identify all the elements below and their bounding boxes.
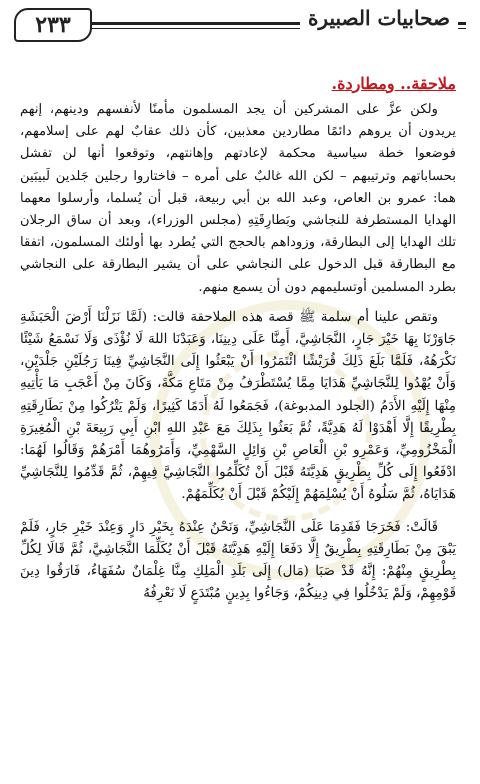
paragraph-narration-continued: قَالَتْ: فَخَرَجَا فَقَدِمَا عَلَى النَّجَاشِيِّ، وَنَحْنُ عِنْدَهُ بِخَيْرِ دَارٍ وَعِنْدَ خَيْرِ جَارٍ، فَلَمْ يَبْقَ مِنْ بَطَارِقَتِهِ بِطْرِيقٌ إِلَّا دَفَعَا إِلَيْهِ هَدِيَّتَهُ قَبْلَ أَنْ يُكَلِّمَا النَّجَاشِيَّ، ثُمَّ قَالَا لِكُلِّ بِطْرِيقٍ مِنْهُمْ: إِنَّهُ قَدْ صَبَا (مَال) إِلَى بَلَدِ الْمَلِكِ مِنَّا غِلْمَانٌ سُفَهَاءُ، فَارَقُوا دِينَ قَوْمِهِمْ، وَلَمْ يَدْخُلُوا فِي دِينِكُمْ، وَجَاءُوا بِدِينٍ مُبْتَدَعٍ لَا نَعْرِفُهُ: [20, 519, 456, 602]
page-number: ٢٣٣: [14, 8, 92, 42]
page-body: [20, 62, 456, 605]
book-title: صحابيات الصبيرة: [300, 6, 458, 30]
paragraph-intro: ولكن عزَّ على المشركين أن يجد المسلمون مأمنًا لأنفسهم ودينهم، إنهم يريدون أن يروهم دائمًا مطاردين معذبين، كأن ذلك عقابٌ لهم على إسلامهم، فوضعوا خطة سياسية محكمة لإعادتهم وإهانتهم، وتوقعوا أنها لن تفشل بحساباتهم وترتيبهم – لكن الله غالبٌ على أمره – فاختاروا رجلين جَلدين لَبيبَين هما: عمرو بن العاص، وعبد الله بن أبي ربيعة، قبل أن يُسلما، وأرسلوا معهما الهدايا المستطرفة للنجاشي وبَطارِقَتِهِ (مجلس الوزراء)، وبعد أن ساق الرجلان تلك الهدايا إلى البطارقة، وزوداهم بالحجج التي يُطرد بها أولئك المسلمون، اتفقا مع البطارقة قبل الدخول على النجاشي على أن يشير البطارقة على النجاشي بطرد المسلمين أوتسليمهم دون أن يسمع منهم.: [20, 102, 456, 295]
paragraph-narration: وتقص علينا أم سلمة ﷺ قصة هذه الملاحقة قالت: (لَمَّا نَزَلْنَا أَرْضَ الْحَبَشَةِ جَاوَرْنَا بِهَا خَيْرَ جَارٍ، النَّجَاشِيَّ، أَمِنَّا عَلَى دِينِنَا، وَعَبَدْنَا اللهَ لَا نُؤْذَى وَلَا نَسْمَعُ شَيْئًا نَكْرَهُهُ، فَلَمَّا بَلَغَ ذَلِكَ قُرَيْشًا ائْتَمَرُوا أَنْ يَبْعَثُوا إِلَى النَّجَاشِيِّ فِينَا رَجُلَيْنِ جَلْدَيْنِ، وَأَنْ يُهْدُوا لِلنَّجَاشِيِّ هَدَايَا مِمَّا يُسْتَطْرَفُ مِنْ مَتَاعِ مَكَّةَ، وَكَانَ مِنْ أَعْجَبِ مَا يَأْتِيهِ مِنْهَا إِلَيْهِ الأَدَمُ (الجلود المدبوغة)، فَجَمَعُوا لَهُ أَدَمًا كَثِيرًا، وَلَمْ يَتْرُكُوا مِنْ بَطَارِقَتِهِ بِطْرِيقًا إِلَّا أَهْدَوْا لَهُ هَدِيَّةً، ثُمَّ بَعَثُوا بِذَلِكَ مَعَ عَبْدِ اللهِ ابْنِ أَبِي رَبِيعَةَ بْنِ الْمُغِيرَةِ الْمَخْزُومِيِّ، وَعَمْرِو بْنِ الْعَاصِ بْنِ وَائِلٍ السَّهْمِيِّ، وَأَمَرُوهُمَا أَمْرَهُمْ وَقَالُوا لَهُمَا: ادْفَعُوا إِلَى كُلِّ بِطْرِيقٍ هَدِيَّتَهُ قَبْلَ أَنْ تُكَلِّمُوا النَّجَاشِيَّ فِيهِمْ، ثُمَّ قَدِّمُوا لِلنَّجَاشِيِّ هَدَايَاهُ، ثُمَّ سَلُوهُ أَنْ يُسْلِمَهُمْ إِلَيْكُمْ قَبْلَ أَنْ يُكَلِّمَهُمْ.: [20, 309, 456, 503]
paragraph-gap: [20, 507, 456, 517]
page-header: [14, 6, 466, 40]
section-heading: ملاحقة.. ومطاردة.: [331, 74, 456, 93]
